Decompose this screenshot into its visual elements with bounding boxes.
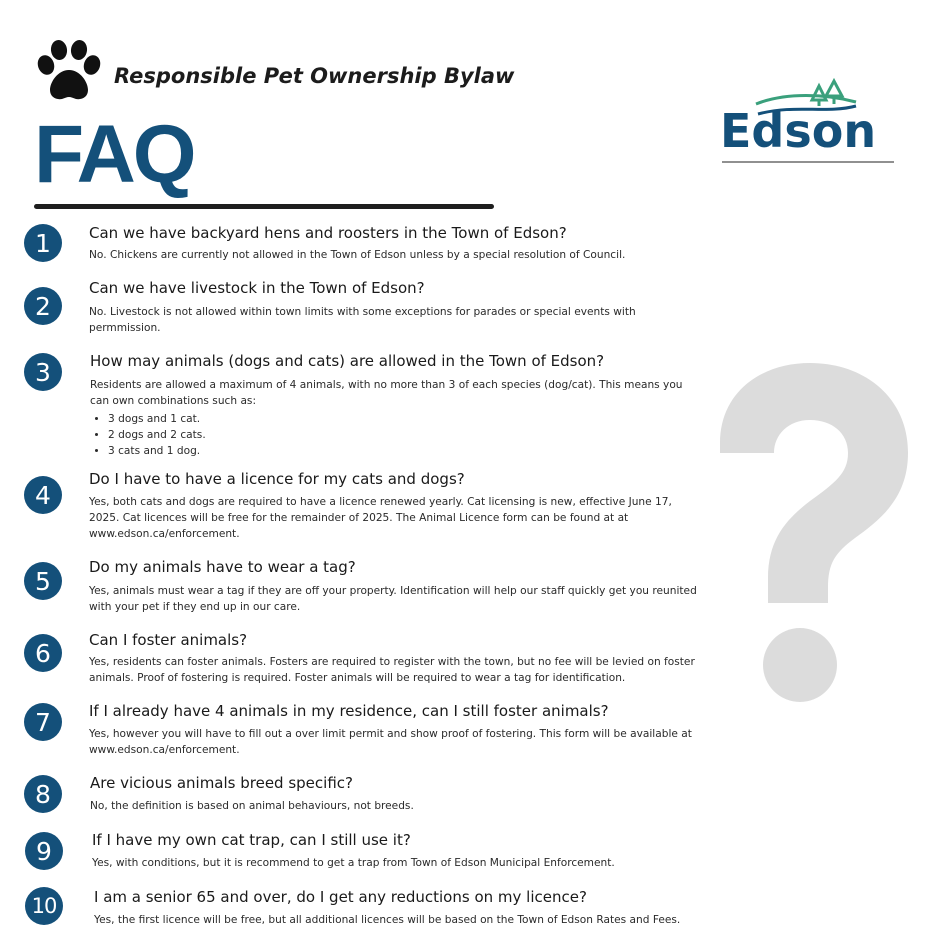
faq-answer: Yes, residents can foster animals. Fosters are required to register with the town, but no fee will be levied on foster animals. Proof of fostering is required. Foster animals will be required to wear a tag for identification.	[89, 656, 695, 684]
faq-answer	[90, 377, 702, 459]
faq-answer: Yes, both cats and dogs are required to have a licence renewed yearly. Cat licensing is new, effective June 17, 2025. Cat licences will be free for the remainder of 2025. The Animal Licence form can be found at at www.edson.ca/enforcement.	[89, 496, 672, 540]
faq-question: I am a senior 65 and over, do I get any reductions on my licence?	[94, 888, 587, 906]
faq-number-badge: 7	[24, 703, 62, 741]
faq-number-badge: 6	[24, 634, 62, 672]
faq-question: If I have my own cat trap, can I still use it?	[92, 831, 411, 849]
question-mark-icon	[700, 358, 920, 708]
faq-answer: Yes, animals must wear a tag if they are off your property. Identification will help our staff quickly get you reunited with your pet if they end up in our care.	[89, 585, 697, 613]
list-item: • 3 cats and 1 dog.	[108, 443, 702, 459]
faq-answer: Yes, however you will have to fill out a over limit permit and show proof of fostering. This form will be available at www.edson.ca/enforcement.	[89, 728, 692, 756]
faq-answer-text: Residents are allowed a maximum of 4 animals, with no more than 3 of each species (dog/cat). This means you can own combinations such as:	[90, 379, 683, 407]
faq-number-badge: 10	[25, 887, 63, 925]
page-title: FAQ	[34, 109, 194, 200]
logo-wordmark: Edson	[720, 104, 877, 158]
faq-question: Can we have livestock in the Town of Edson?	[89, 279, 425, 297]
list-item: • 3 dogs and 1 cat.	[108, 411, 702, 427]
faq-number-badge: 2	[24, 287, 62, 325]
faq-answer: No. Chickens are currently not allowed in the Town of Edson unless by a special resolution of Council.	[89, 249, 626, 261]
faq-question: If I already have 4 animals in my residence, can I still foster animals?	[89, 702, 609, 720]
edson-logo	[716, 76, 896, 168]
combination-list	[90, 411, 702, 459]
faq-number-badge: 4	[24, 476, 62, 514]
faq-number-badge: 9	[25, 832, 63, 870]
faq-question: How may animals (dogs and cats) are allowed in the Town of Edson?	[90, 352, 605, 370]
faq-number-badge: 1	[24, 224, 62, 262]
faq-answer: Yes, the first licence will be free, but all additional licences will be based on the Town of Edson Rates and Fees.	[94, 914, 681, 926]
faq-question: Can I foster animals?	[89, 631, 248, 649]
faq-question: Can we have backyard hens and roosters in the Town of Edson?	[89, 224, 567, 242]
faq-answer: No. Livestock is not allowed within town limits with some exceptions for parades or special events with permmission.	[89, 306, 636, 334]
list-item: • 2 dogs and 2 cats.	[108, 427, 702, 443]
title-divider	[34, 204, 494, 209]
faq-question: Do I have to have a licence for my cats and dogs?	[89, 470, 465, 488]
faq-number-badge: 8	[24, 775, 62, 813]
faq-number-badge: 5	[24, 562, 62, 600]
faq-question: Do my animals have to wear a tag?	[89, 558, 356, 576]
faq-question: Are vicious animals breed specific?	[90, 774, 353, 792]
faq-answer: Yes, with conditions, but it is recommend to get a trap from Town of Edson Municipal Enforcement.	[92, 857, 615, 869]
bylaw-subtitle: Responsible Pet Ownership Bylaw	[114, 64, 515, 88]
paw-print-icon	[36, 40, 102, 102]
faq-number-badge: 3	[24, 353, 62, 391]
faq-answer: No, the definition is based on animal behaviours, not breeds.	[90, 800, 414, 812]
